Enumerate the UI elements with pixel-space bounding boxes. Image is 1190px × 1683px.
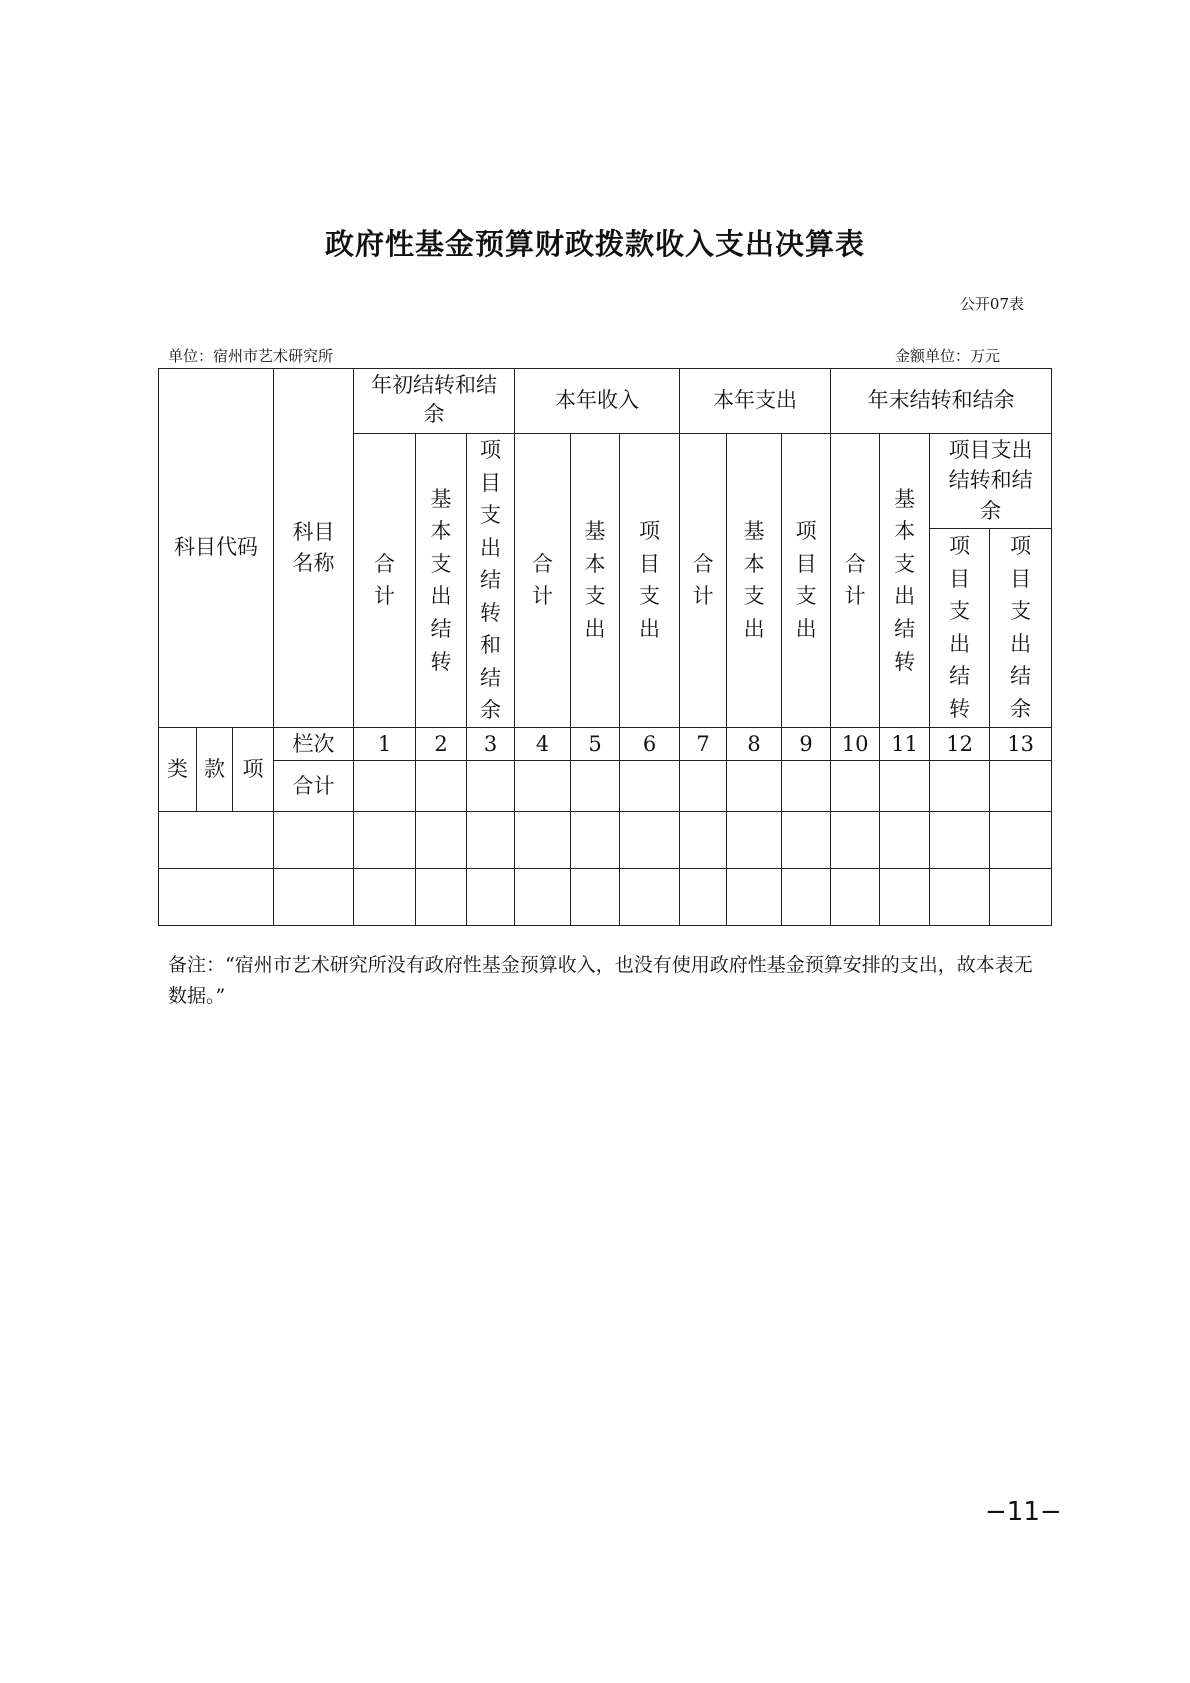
table-cell bbox=[680, 812, 727, 869]
header-group-expense: 本年支出 bbox=[680, 369, 831, 434]
table-cell bbox=[727, 812, 782, 869]
row-label-kuan: 款 bbox=[197, 728, 233, 812]
header-end-basic-carry: 基本支出结转 bbox=[880, 434, 930, 728]
table-cell bbox=[159, 812, 274, 869]
page-number: −11− bbox=[985, 1497, 1062, 1527]
table-cell bbox=[416, 869, 467, 926]
table-cell bbox=[274, 869, 354, 926]
table-cell bbox=[727, 761, 782, 812]
column-number: 8 bbox=[727, 728, 782, 761]
table-cell bbox=[571, 761, 620, 812]
table-cell bbox=[930, 812, 990, 869]
header-income-basic: 基本支出 bbox=[571, 434, 620, 728]
column-number: 9 bbox=[782, 728, 831, 761]
table-cell bbox=[831, 761, 880, 812]
table-cell bbox=[680, 869, 727, 926]
column-number: 12 bbox=[930, 728, 990, 761]
column-number: 11 bbox=[880, 728, 930, 761]
row-label-lanci: 栏次 bbox=[274, 728, 354, 761]
unit-label: 单位：宿州市艺术研究所 bbox=[168, 347, 334, 365]
header-group-end: 年末结转和结余 bbox=[831, 369, 1052, 434]
table-cell bbox=[880, 869, 930, 926]
header-group-income: 本年收入 bbox=[515, 369, 680, 434]
header-end-project-balance: 项目支出结余 bbox=[990, 528, 1052, 728]
header-begin-basic-carry: 基本支出结转 bbox=[416, 434, 467, 728]
table-cell bbox=[467, 812, 515, 869]
table-cell bbox=[515, 812, 571, 869]
table-cell bbox=[467, 869, 515, 926]
table-cell bbox=[782, 761, 831, 812]
column-number: 6 bbox=[620, 728, 680, 761]
header-subject-code: 科目代码 bbox=[159, 369, 274, 728]
header-expense-basic: 基本支出 bbox=[727, 434, 782, 728]
table-cell bbox=[354, 869, 416, 926]
column-number: 7 bbox=[680, 728, 727, 761]
table-cell bbox=[354, 761, 416, 812]
table-cell bbox=[782, 812, 831, 869]
form-code: 公开07表 bbox=[959, 295, 1024, 313]
table-cell bbox=[416, 761, 467, 812]
table-cell bbox=[727, 869, 782, 926]
budget-table bbox=[158, 368, 1052, 926]
row-label-lei: 类 bbox=[159, 728, 197, 812]
table-row bbox=[159, 812, 1052, 869]
document-title: 政府性基金预算财政拨款收入支出决算表 bbox=[324, 227, 865, 261]
column-number: 3 bbox=[467, 728, 515, 761]
header-expense-project: 项目支出 bbox=[782, 434, 831, 728]
table-cell bbox=[620, 761, 680, 812]
row-label-xiang: 项 bbox=[233, 728, 274, 812]
column-number: 13 bbox=[990, 728, 1052, 761]
table-cell bbox=[274, 812, 354, 869]
header-income-total: 合计 bbox=[515, 434, 571, 728]
table-cell bbox=[831, 869, 880, 926]
table-cell bbox=[620, 869, 680, 926]
column-number: 5 bbox=[571, 728, 620, 761]
header-begin-project-carry-balance: 项目支出结转和结余 bbox=[467, 434, 515, 728]
table-cell bbox=[620, 812, 680, 869]
table-row bbox=[159, 869, 1052, 926]
table-cell bbox=[467, 761, 515, 812]
row-label-heji: 合计 bbox=[274, 761, 354, 812]
table-cell bbox=[416, 812, 467, 869]
table-cell bbox=[990, 761, 1052, 812]
column-number: 2 bbox=[416, 728, 467, 761]
header-expense-total: 合计 bbox=[680, 434, 727, 728]
column-number: 4 bbox=[515, 728, 571, 761]
table-cell bbox=[354, 812, 416, 869]
header-end-total: 合计 bbox=[831, 434, 880, 728]
table-cell bbox=[159, 869, 274, 926]
header-end-project-group: 项目支出结转和结余 bbox=[930, 434, 1052, 529]
table-cell bbox=[990, 812, 1052, 869]
table-cell bbox=[880, 812, 930, 869]
table-cell bbox=[990, 869, 1052, 926]
table-cell bbox=[930, 869, 990, 926]
table-cell bbox=[782, 869, 831, 926]
footnote: 备注：“宿州市艺术研究所没有政府性基金预算收入，也没有使用政府性基金预算安排的支出，故本表无数据。” bbox=[168, 954, 1033, 1008]
table-cell bbox=[831, 812, 880, 869]
table-row-total bbox=[159, 761, 1052, 812]
table-cell bbox=[515, 761, 571, 812]
table-cell bbox=[571, 869, 620, 926]
header-income-project: 项目支出 bbox=[620, 434, 680, 728]
column-number: 10 bbox=[831, 728, 880, 761]
column-number: 1 bbox=[354, 728, 416, 761]
header-begin-total: 合计 bbox=[354, 434, 416, 728]
header-end-project-carry: 项目支出结转 bbox=[930, 528, 990, 728]
header-group-begin: 年初结转和结余 bbox=[354, 369, 515, 434]
table-cell bbox=[680, 761, 727, 812]
table-cell bbox=[515, 869, 571, 926]
table-cell bbox=[880, 761, 930, 812]
header-subject-name: 科目名称 bbox=[274, 369, 354, 728]
table-cell bbox=[930, 761, 990, 812]
table-cell bbox=[571, 812, 620, 869]
money-unit-label: 金额单位：万元 bbox=[894, 347, 1000, 365]
